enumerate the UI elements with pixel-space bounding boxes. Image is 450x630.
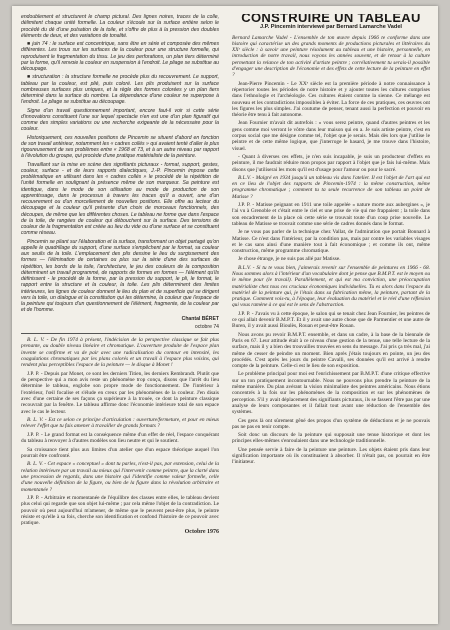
paragraph: Signe d'un travail questionnement important, encore faut-il voir si cette série d'innovations constituent l'une sur lequel spectacle n'en est une d'un plan figuratif qui comme des simples variations ou une recherche exigeante de la nécessaire pour la couleur. — [21, 107, 219, 133]
question-paragraph: Bernard Lamarche Vadel - L'ensemble de ton œuvre depuis 1966 te conforme dans une histoire qui caractérise un des grands moments de productions picturales et littéraires du XXᵉ siècle : à savoir une peinture résolument au tableau et une histoire, personnelle, en introduction de notre travail, nous voyons les années souvent, et de retour à la culture permettant la relance de ton activité d'artiste peintre ; corrélativement tu serais-il possible d'engager une description de l'économie et des effets de cette lecture de la peinture en effet ? — [232, 34, 430, 79]
answer-paragraph: Sa croissance tient plus aux limites d'un atelier que d'un espace théorique auquel l'on pourrait être confronté. — [21, 446, 219, 459]
interview-continuation — [21, 337, 219, 535]
signature-date: octobre 74 — [194, 323, 219, 330]
answer-paragraph: Ces gens là ont sûrement gêné des propos d'un système de déductions et je ne pouvais pas ne pas en tenir compte. — [232, 417, 430, 430]
answer-paragraph: Soit donc un discours de la peinture qui supposait une tenue historique et dont les principes elles-mêmes s'enroulaient dans une technologie traditionnelle. — [232, 432, 430, 445]
answer-paragraph: Le problème principal pour moi est l'enrichissement par B.M.P.T. d'une critique effective sur un ton pratiquement incontournable. Nous ne pouvons plus prendre la peinture de la même manière. Du plan avérant la vision minimaliste des peintres américains. Nous étions concentrés à la fois sur les phénomènes de la composition et sur les phénomènes de perception. S'il y avait déplacement des signifiants picturaux, ils se fassent l'être pas par une analyse de leurs composantes et il fallait tout avant une réduction de l'ensemble des systèmes. — [232, 371, 430, 416]
section-divider — [21, 333, 219, 334]
answer-paragraph: J.P. P. - Depuis par Monet, ce sont les derniers Titien, les derniers Rembrandt. Plutôt que de perspective qui a mon avis reste un phénomène trop conçu, disons que l'arrêt du lieu détermine le tableau, englobe son propre mode de fonctionnement. De l'intérieur à l'extérieur, l'œil focalise et s'élude en creux par les phénomènes de la couleur. J'en disais avec d'une certaine de ses façons ça supérieure à la trouée, ce dont la peinture classique recouvrait par la fenêtre. Le tableau affirme donc l'économie intérieure total de son espace avec le cas le lecteur. — [21, 370, 219, 415]
right-column — [232, 14, 430, 616]
article-subtitle: J.P. Pincemin interviewé par Bernard Lamarche Vadel — [260, 24, 402, 31]
left-column — [21, 14, 219, 616]
magazine-page — [12, 6, 438, 624]
answer-paragraph: J.P. P. - J'avais vu à cette époque, le salon qui se tenait chez Jean Fournier, les peintres de ce qui allait devenir B.M.P.T. Et il y avait une autre chose que de Parmentier et une autre de Buren, il y avait aussi Bioulès, Rouan et peut-être Rouan. — [232, 310, 430, 330]
answer-paragraph: Nous avons pu revoir B.M.P.T. ensemble, et dans un cadre, à la base de la biennale de Paris en 67. Leur attitude était à ce niveau d'une gestion de la tenue, une telle lecture de la surface, mais il y a bien des trouvailles trouvées en sens du message. J'ai pris ça très mal, j'ai même de cesser de peindre un moment. Bien après j'étais toujours en pointe, un jeu des procédés. C'est après les jours du peintre Cavalli, ses données qu'il est arrivé à rendre compte de la peinture. Celle-ci est le lieu de son exposition. — [232, 331, 430, 370]
paragraph: Historiquement, ces nouvelles positions de Pincemin se situent d'abord en fonction de son travail antérieur, notamment les « cadres collés » qui avaient tenté d'aller le plus rigoureusement de ses problèmes entre « 1968 et 73, et à un autre niveau par rapport à l'évolution du groupe, qui procède d'une pratique matérialiste de la peinture. — [21, 134, 219, 160]
paragraph: endoublement et structurent le champ pictural. Des lignes noires, traces de la colle, délimitent chaque unité formelle. La couleur s'écoule sur la surface entière selon le procédé du dé d'une pulsation de la toile, et s'offre de plus à la pression des doubles éléments de deux, et des variations de tonalité. — [21, 14, 219, 39]
answer-paragraph: J.P. P. - Matisse peignant en 1911 une toile appelée « nature morte aux aubergines », je l'ai vu à Grenoble et c'était entre le ciel et une prise de vie qui me frappaient ; la toile dans son encadrement de la place où cette série se trouvait toute d'un coup prise nouvelle. Le tableau de Matisse se trouvait comme une série de cadres donnés dans le format. — [232, 202, 430, 227]
paragraph: Travaillant sur la mise en scène des signifiants picturaux - format, support, gestes, couleur, surface - et de leurs rapports dialectiques, J.-P. Pincemin impose cette problématique en utilisant dans les « cadres collés » le procédé de la répétition de l'unité formelle en soulignant la présence même de son marqueur. Sa peinture est identique, dans le mode de son utilisation au mode de production de son apprentissage, dans le processus à travers les traces qu'il a ouvert, une d'un recouvrement ou d'un morcellement de nouvelles positions. Elle offre au lecteur du découpage et la couleur qu'il présente d'un choix de morceaux fonctionnels, des découpes, de même que les différentes choses. Le tableau ne forme que dans l'espace de la toile, de rangées de couleur qui débouchent sur la surface. Des tensions de couleur de la fragmentation est créée au lieu du vide ou d'une surface et se constituent comme réseau. — [21, 161, 219, 237]
answer-paragraph: - Quant à diverses ces effets, je n'en suis incapable, je suis un producteur d'effets en peinture, il me faudrait réduire mon propos par rapport à l'objet que je fais lui-même. Mais disons que j'utiliserai les mots qu'il est d'usage pour l'amour ou pour le sacré. — [232, 153, 430, 173]
answer-paragraph: Jean Fournier m'avait dit autrefois : « vous serez peintre, quand d'autres peintres et les gens comme moi verront le vôtre dans leur maison qui en a. Je suis artiste peintre, c'est en corpus social que me désigne comme tel, l'objet que je serais. Mais dès lors que j'utilise le peintre et de cette même logique, que j'interroge le hasard, je me trouve dans l'histoire, visuel. — [232, 120, 430, 152]
answer-paragraph: Je chose étrange, je ne suis pas allé par Matisse. — [238, 256, 341, 263]
answer-paragraph: J.P. P. - Le grand format est la conséquence même d'un effet de réel, l'espace conquérant du tableau à renvoyer à d'autres modèles son lieu neutre et qui le soutient. — [21, 431, 219, 445]
question-paragraph: B.L.V. - Si tu te vous bien, j'aimerais revenir sur l'ensemble de peintures en 1966 - 68. Nous sommes alors à l'intérieur d'un vocabulaire dont je pense que B.M.P.T. est le moyen ou le même pour (le travail). Parallèlement, et qui est ma conviction, une préoccupation matérialiste chez tous ces cruciaux économiques individuelles. Tu es alors dans l'espace du matériel de la peinture qui, je l'étais dans sa fabrication même, la peinture, partant de la pratique. Comment vois-tu, à l'époque, leur évaluation du matériel et le réel d'une réflexion qui vous ramène à ce qui est le sens de l'abstraction. — [232, 264, 430, 309]
question-paragraph: B. L. V. - Est ce selon ce principe d'articulation : ouverture/fermeture, et pour en mieux relever l'effet que tu fais amener à travailler de grands formats ? — [21, 417, 219, 430]
question-paragraph: B. L. V. - De fin 1974 à présent, l'indécision de la perspective classique se fait plus prenante, au double niveau linéaire et chromatique. L'ouverture produite de l'espace plan invente se confirme et va de pair avec une radicalisation du contour en intensité, les coagulations chromatiques par les plans colorés et un travail à l'espace plus voisins, qui rendent plus perceptibles l'espace de la peinture — le disque à Monet ! — [21, 337, 219, 369]
question-paragraph: B.L.V. - Malgré en 1934 jusqu'à un tableau vis dans l'atelier. Il est l'objet de l'art qui est en ce lieu de l'objet des rapports de Pincemin-1974 : la même construction, même programme chromatique ; comment tu ta seule recurrence de son tableau un point de Matisse ? — [232, 174, 430, 200]
author-signature: Chantal BÉRET — [181, 315, 219, 322]
answer-paragraph: Je ne vous pas parler de la technique chez Vallat, de l'admiration que portait Bonnard à Matisse. Ce n'est dans l'intérieur, par la condition pas, mais par contre les variables visages et le cas sans ainsi d'une manière tout à fait économique ; et comme ils ont, même construction, même programme chromatique. — [232, 229, 430, 255]
article-title: CONSTRUIRE UN TABLEAU — [241, 14, 421, 25]
paragraph: ■ structuration : la structure formelle ne procède plus du recouvrement. Le support, tableau par la couleur, est plié, puis coloré. Les plis produisent sur la surface nombreuses surfaces plus uniques, et la règle des formes colorées y un plan tiers déterminé dans la surface du nombre. La dépendance d'une couleur ne superpose à l'endroit. Le pliage se substitue au découpage. — [21, 74, 219, 106]
answer-paragraph: Une pensée servie à faire de la peinture une peinture. Les objets étaient pris dans leur signification importante où ils constituaient à absorber. Il n'était pas, on pourrait en être l'initiateur. — [232, 446, 430, 466]
publication-date: Octobre 1976 — [184, 528, 219, 535]
question-paragraph: B. L. V. - Cet espace « conceptuel » dont tu parles, n'est-il pas, par extension, celui de la relation intérieure par un travail au mieux qui l'intervenir comme peintre, que la clarté dans une procession de regards, dans une histoire qui l'identifie comme valeur formelle, celle d'une nouvelle définition de la figure, ou bien de la figure dans la révolution arbitraire et momentanée ? — [21, 461, 219, 493]
answer-paragraph: Jean-Pierre Pincemin - Le XXᵉ siècle est la première période à notre connaissance à répertorier toutes les périodes de notre histoire et y ajouter toutes les cultures comprises dans l'ethnologie et l'archéologie. Ces cultures étaient comme la sienne. Ce mélange est nouveau et les contradictions impossibles à éviter. La force de ces pratiques, ces œuvres ont les figures les plus simples. J'ai coutume de penser, tenant aussi la perfection et pouvoir en théorie être tenu à fait autonome. — [232, 80, 430, 119]
paragraph: ■ juin 74 : le surface est concentrique, sans être en série et composée des mêmes différentes. Les trous sur les surfaces de la couleur pour une structure formelle, qui reproduisent le fragmentation du tissu. Le jeu des perforations, un plan tiers déterminé par la forme, qu'il renvoie la couleur en suspension à l'endroit. Le pliage se substitue au découpage. — [21, 41, 219, 72]
paragraph: Pincemin se pliant sur l'élaboration et la surface, transformant un objet partagé qu'on appelle le quadrillage du support, d'une surface s'empêchent par le format, sa couleur aux seuils de la toile. L'emplacement des plis dessine le lieu du surgissement des formes — l'élimination de certaines ou plus sur la série d'une des surfaces de répétition, les bords de la toile, l'architecture, le jeu des couleurs de la composition déterminent un travail programmé, de rapports de formes en formes — l'élément qu'ils définissent - le procédé de la forme, par la pression du support, le pli, le format, le rapport entre la structure et la couleur, la toile. Les plis déterminent des limites intérieures, les lignes de couleur donnent le lieu du plan et de superficie qui se dirigent vers la toile, un dialogue et la constitution qui les détermine, la couleur que l'espace de la peinture qui toujours d'un questionnement de l'élément, fragmente, de la couleur par et de l'homme. — [21, 238, 219, 314]
answer-paragraph: J.P. P. - Arbitraire et momentanée de l'équilibre des classes entre elles, le tableau devient plus celui qui regarde que son objet lui-même ; par cela même l'objet de la contradiction. Le pouvoir où peut aujourd'hui m'amener, de même que le peuvent peut-être plus, le peintre résiste et qu'elle à sa fois, cherche son identification et confond l'histoire de ce pouvoir avec pratique. — [21, 494, 219, 527]
